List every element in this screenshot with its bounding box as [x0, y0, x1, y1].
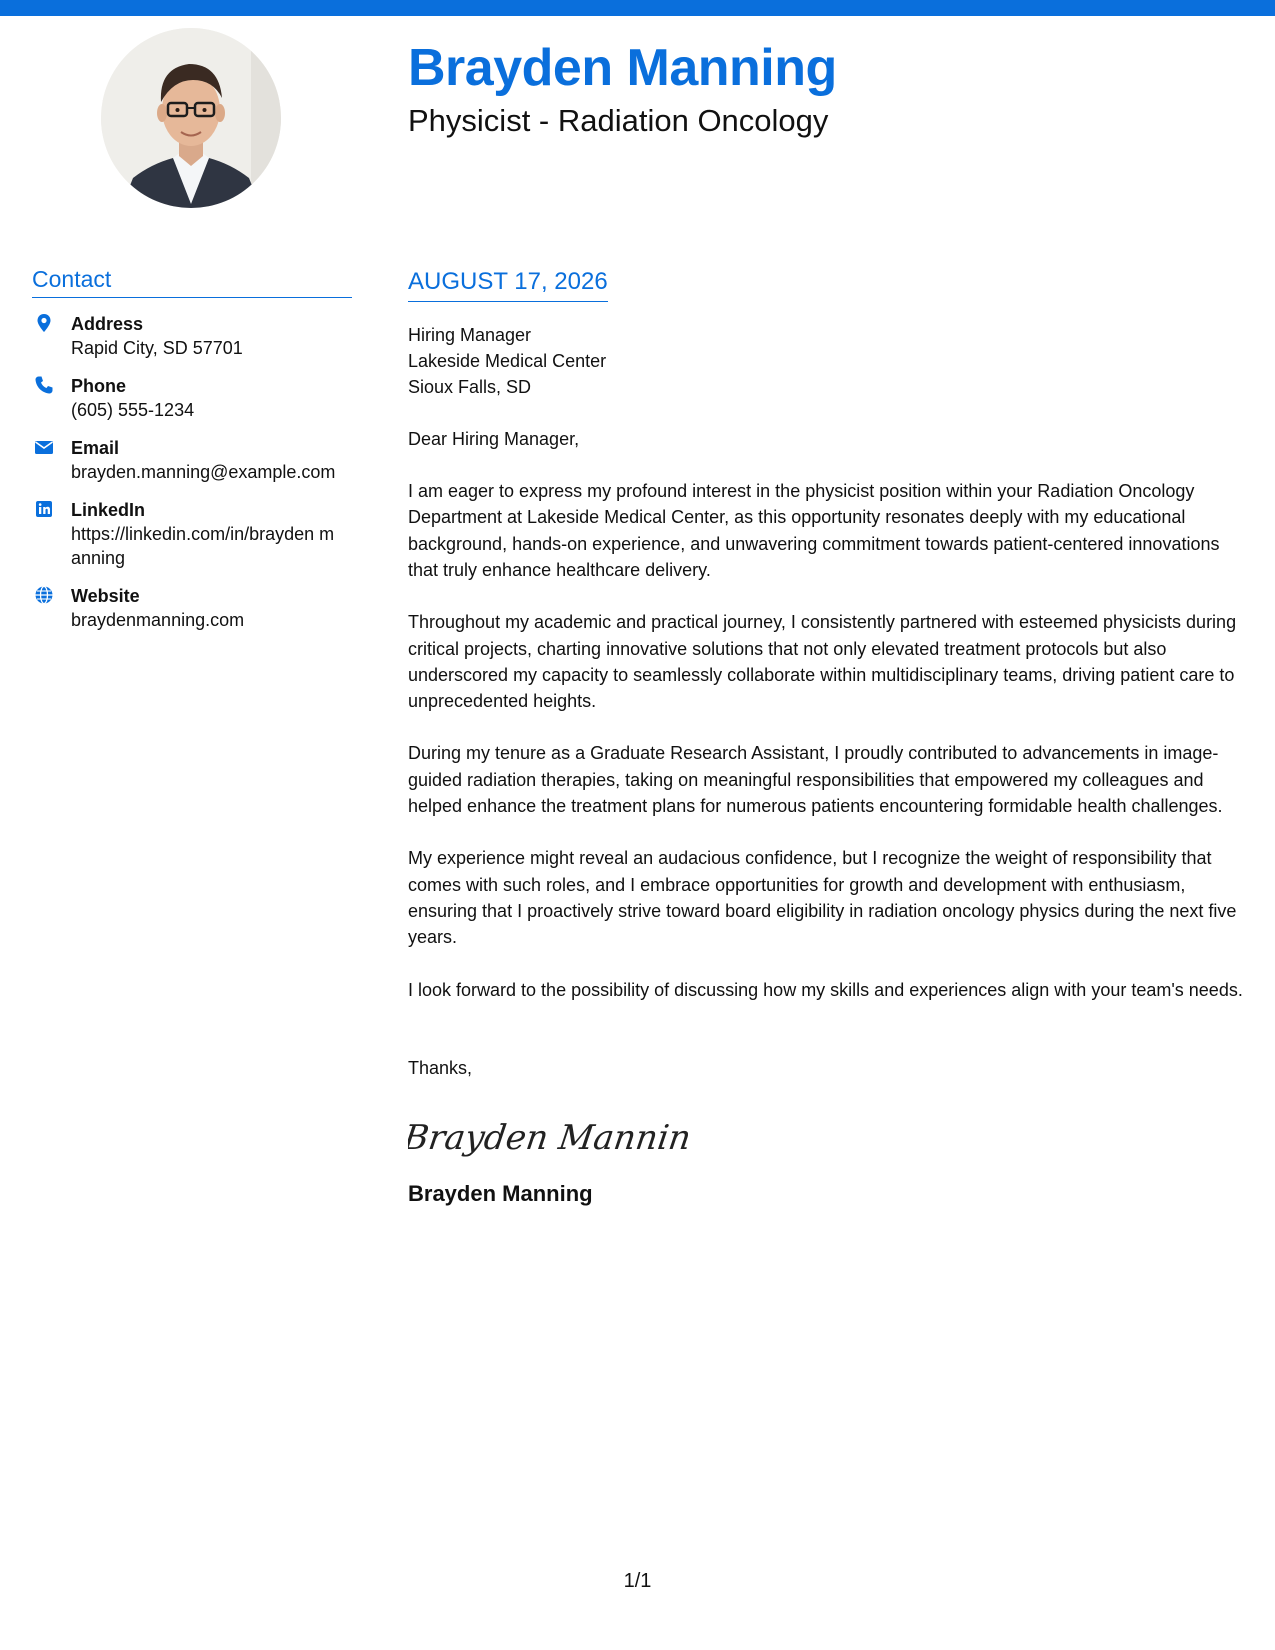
contact-address — [32, 312, 352, 360]
email-icon — [34, 437, 54, 457]
handwritten-signature — [408, 1107, 728, 1167]
letter-paragraph: My experience might reveal an audacious confidence, but I recognize the weight of responsibility that comes with such roles, and I embrace opportunities for growth and development with enthusiasm, ensuring that I proactively strive toward board eligibility in radiation oncology physics during the next five years. — [408, 848, 1237, 948]
recipient-line: Sioux Falls, SD — [408, 376, 532, 397]
linkedin-link[interactable]: https://linkedin.com/in/brayden manning — [71, 523, 335, 568]
contact-heading: Contact — [32, 266, 352, 298]
top-accent-bar — [0, 0, 1275, 16]
signer-name: Brayden Manning — [408, 1181, 593, 1207]
letter-body — [408, 268, 1253, 1207]
contact-phone — [32, 374, 352, 422]
phone-icon — [34, 375, 54, 395]
recipient-line: Lakeside Medical Center — [408, 350, 607, 371]
letter-paragraph: I look forward to the possibility of discussing how my skills and experiences align with your team's needs. — [408, 979, 1243, 1000]
job-title: Physicist - Radiation Oncology — [408, 103, 829, 138]
closing: Thanks, — [408, 1057, 473, 1078]
contact-value: (605) 555-1234 — [71, 399, 195, 420]
letter-paragraph: I am eager to express my profound interest in the physicist position within your Radiation Oncology Department at Lakeside Medical Center, as this opportunity resonates deeply with my educational background, hands-on experience, and unwavering commitment towards patient-centered innovations that truly enhance healthcare delivery. — [408, 481, 1220, 580]
linkedin-icon — [34, 499, 54, 519]
letter-paragraph: During my tenure as a Graduate Research Assistant, I proudly contributed to advancements in image-guided radiation therapies, taking on meaningful responsibilities that empowered my colleagues and helped enhance the treatment plans for numerous patients encountering formidable health challenges. — [408, 743, 1223, 817]
contact-label: Address — [71, 313, 144, 334]
person-photo — [101, 28, 281, 208]
signature-text: Brayden Mannin — [408, 1118, 694, 1159]
contact-email[interactable] — [32, 436, 352, 484]
contact-label: Phone — [71, 375, 127, 396]
page-number: 1/1 — [623, 1570, 652, 1592]
letter-date: AUGUST 17, 2026 — [408, 268, 608, 302]
contact-label: Website — [71, 585, 140, 606]
website-link[interactable]: braydenmanning.com — [71, 609, 245, 630]
contact-linkedin[interactable] — [32, 498, 352, 570]
letter-paragraph: Throughout my academic and practical journey, I consistently partnered with esteemed physicists during critical projects, charting innovative solutions that not only elevated treatment protocols but also underscored my capacity to seamlessly collaborate within multidisciplinary teams, driving patient care to unprecedented heights. — [408, 612, 1237, 712]
globe-icon — [34, 585, 54, 605]
map-pin-icon — [34, 313, 54, 333]
recipient-line: Hiring Manager — [408, 324, 532, 345]
contact-label: Email — [71, 437, 120, 458]
candidate-name: Brayden Manning — [408, 39, 837, 97]
recipient-block — [408, 322, 1253, 400]
salutation: Dear Hiring Manager, — [408, 428, 580, 449]
email-link[interactable]: brayden.manning@example.com — [71, 461, 336, 482]
avatar — [101, 28, 281, 208]
signature-image — [408, 1107, 728, 1167]
contact-sidebar — [32, 266, 352, 632]
contact-value: Rapid City, SD 57701 — [71, 337, 243, 358]
contact-label: LinkedIn — [71, 499, 146, 520]
contact-website[interactable] — [32, 584, 352, 632]
